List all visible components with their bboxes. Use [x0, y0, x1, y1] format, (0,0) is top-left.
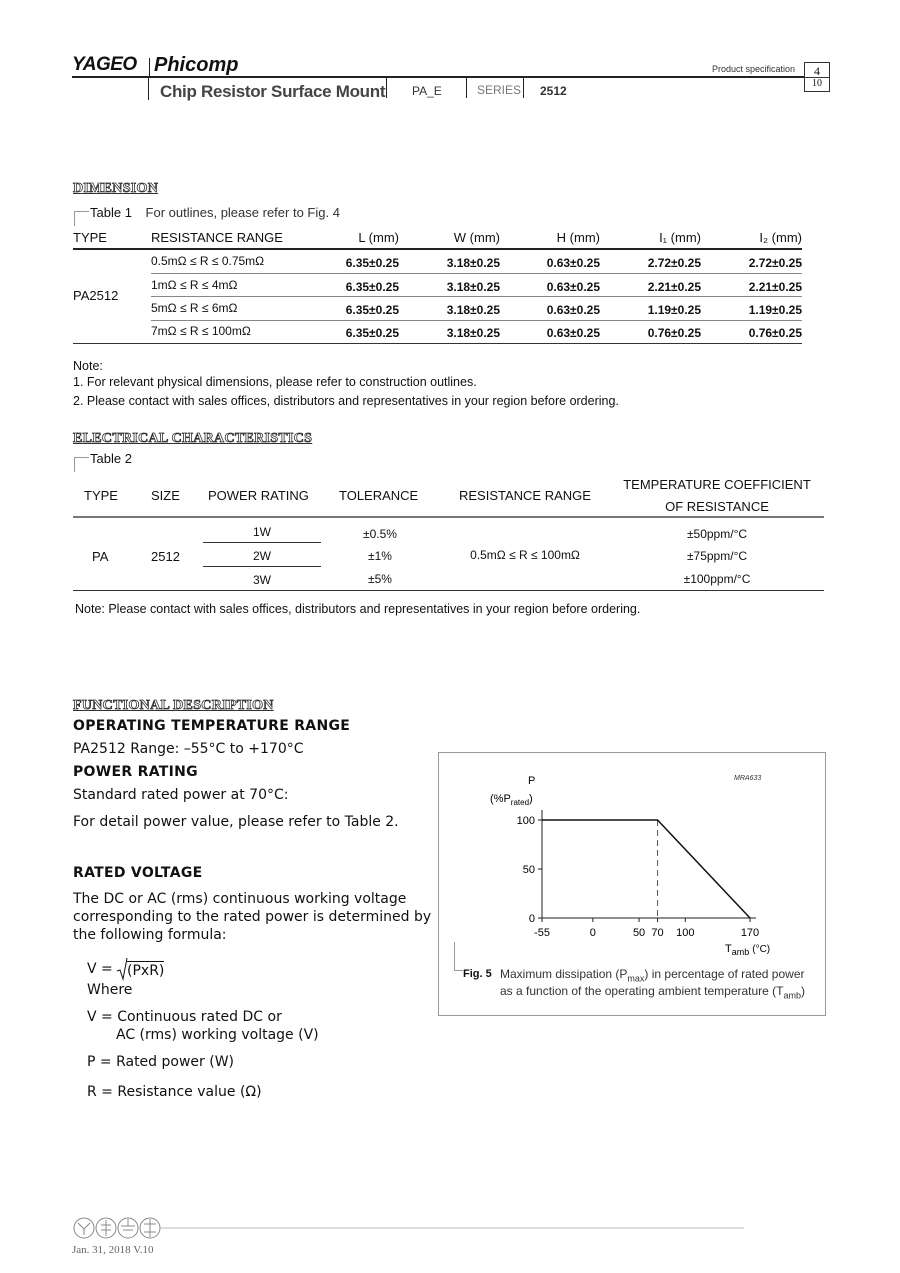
t2-size-cell: 2512 — [151, 549, 180, 564]
t1-row1-range: 0.5mΩ ≤ R ≤ 0.75mΩ — [151, 254, 265, 268]
power-text-2: For detail power value, please refer to Table 2. — [73, 814, 399, 830]
chart-ylabel: P — [528, 775, 536, 787]
t1-row1-i2: 2.72±0.25 — [748, 256, 802, 270]
table2-label: Table 2 — [90, 451, 132, 466]
t2-header-power: POWER RATING — [208, 488, 309, 503]
t2-bottom-rule — [73, 590, 824, 591]
header-divider-2 — [466, 78, 467, 98]
t1-row3-range: 5mΩ ≤ R ≤ 6mΩ — [151, 301, 238, 315]
t1-header-rule — [73, 248, 802, 250]
chart-x-tick-label: 100 — [676, 927, 695, 939]
subtitle-left-rule — [148, 78, 149, 100]
formula-radicand: (PxR) — [127, 963, 165, 979]
t2-power-1: 1W — [253, 525, 271, 539]
t1-row3-h: 0.63±0.25 — [546, 303, 600, 317]
t2-tcr-2: ±75ppm/°C — [686, 549, 748, 563]
t1-row4-i1: 0.76±0.25 — [647, 326, 701, 340]
t1-type-cell: PA2512 — [73, 288, 119, 303]
t1-row4-l: 6.35±0.25 — [345, 326, 399, 340]
footer-icon-2-glyph — [101, 1220, 111, 1236]
t1-row2-i2: 2.21±0.25 — [748, 280, 802, 294]
chart-x-tick-label: 50 — [632, 927, 646, 939]
t1-bottom-rule — [73, 343, 802, 344]
voltage-text-1: The DC or AC (rms) continuous working voltage — [73, 891, 407, 907]
t2-range-cell: 0.5mΩ ≤ R ≤ 100mΩ — [470, 548, 580, 562]
table1-label: Table 1 — [90, 205, 132, 220]
footer-icon-4-glyph — [144, 1219, 156, 1237]
fig-caption-1b: ) in percentage of rated power — [644, 967, 805, 981]
op-temp-heading: OPERATING TEMPERATURE RANGE — [73, 718, 351, 734]
t2-header-tolerance: TOLERANCE — [339, 488, 419, 503]
t1-row1-i1: 2.72±0.25 — [647, 256, 701, 270]
header-rule — [72, 76, 804, 78]
product-code: PA_E — [412, 84, 442, 98]
table1-caption — [90, 205, 340, 220]
t2-type-cell: PA — [92, 549, 109, 564]
chart-x-tick-label: -55 — [534, 927, 550, 939]
t1-row4-w: 3.18±0.25 — [446, 326, 500, 340]
voltage-text-2: corresponding to the rated power is determined by — [73, 909, 432, 925]
t1-row3-l: 6.35±0.25 — [345, 303, 399, 317]
t1-row3-w: 3.18±0.25 — [446, 303, 500, 317]
t2-power-rule — [203, 566, 321, 567]
footer-icon-3-glyph — [121, 1219, 135, 1230]
t1-header-h: H (mm) — [556, 230, 600, 245]
power-text-1: Standard rated power at 70°C: — [73, 787, 289, 803]
t2-tolerance-3: ±5% — [368, 572, 392, 586]
t2-power-rule — [203, 542, 321, 543]
electrical-title: ELECTRICAL CHARACTERISTICS — [73, 431, 313, 446]
table1-caption-text: For outlines, please refer to Fig. 4 — [145, 205, 340, 220]
functional-title: FUNCTIONAL DESCRIPTION — [73, 698, 274, 713]
fig-caption-1a: Maximum dissipation (P — [500, 967, 628, 981]
where-label: Where — [87, 982, 133, 998]
fig-label: Fig. 5 — [463, 968, 492, 980]
page-total: 10 — [805, 77, 829, 89]
footer-icons — [72, 1216, 752, 1240]
phicomp-logo: Phicomp — [154, 54, 239, 76]
header-divider-3 — [523, 78, 524, 98]
t2-tolerance-1: ±0.5% — [363, 527, 397, 541]
series-value: 2512 — [540, 84, 567, 98]
derating-chart — [440, 760, 820, 960]
voltage-heading: RATED VOLTAGE — [73, 865, 203, 881]
series-label: SERIES — [477, 83, 522, 97]
op-temp-text: PA2512 Range: –55°C to +170°C — [73, 741, 304, 757]
t1-row3-i1: 1.19±0.25 — [647, 303, 701, 317]
fig-caption-1 — [500, 967, 805, 983]
t1-row-rule — [151, 320, 802, 321]
chart-y-tick-label: 50 — [522, 864, 535, 876]
t2-header-size: SIZE — [151, 488, 180, 503]
chart-x-tick-label: 170 — [740, 927, 760, 939]
product-spec-label: Product specification — [712, 64, 796, 74]
chart-series-line — [542, 820, 750, 918]
t1-row1-l: 6.35±0.25 — [345, 256, 399, 270]
t1-note-1: 1. For relevant physical dimensions, please refer to construction outlines. — [73, 375, 477, 389]
formula-lhs: V = — [87, 961, 113, 977]
t1-note-title: Note: — [73, 359, 103, 373]
def-v-1: V = Continuous rated DC or — [87, 1009, 282, 1025]
t1-row-rule — [151, 296, 802, 297]
footer-date: Jan. 31, 2018 V.10 — [72, 1244, 154, 1256]
t1-row2-range: 1mΩ ≤ R ≤ 4mΩ — [151, 278, 238, 292]
footer-icon-1-glyph — [78, 1223, 90, 1235]
t2-header-tcr-1: TEMPERATURE COEFFICIENT — [623, 477, 811, 492]
yageo-logo: YAGEO — [72, 54, 137, 75]
t1-note-2: 2. Please contact with sales offices, distributors and representatives in your region before ordering. — [73, 394, 619, 408]
t1-row4-h: 0.63±0.25 — [546, 326, 600, 340]
t2-power-2: 2W — [253, 549, 271, 563]
t1-header-type: TYPE — [73, 230, 107, 245]
t2-header-rule — [73, 516, 824, 518]
caption-corner-mark — [74, 211, 89, 226]
table2-caption — [90, 451, 132, 466]
voltage-text-3: the following formula: — [73, 927, 227, 943]
t1-header-w: W (mm) — [453, 230, 500, 245]
t1-row2-h: 0.63±0.25 — [546, 280, 600, 294]
page-number: 4 — [814, 64, 820, 78]
chart-x-tick-label: 0 — [589, 927, 596, 939]
t2-tcr-1: ±50ppm/°C — [686, 527, 748, 541]
t1-header-i2: I₂ (mm) — [759, 230, 802, 245]
t1-row2-w: 3.18±0.25 — [446, 280, 500, 294]
t2-note: Note: Please contact with sales offices, distributors and representatives in your region before ordering. — [75, 602, 641, 616]
caption-corner-mark — [74, 457, 89, 472]
fig-caption-1-sub: max — [627, 973, 645, 984]
figure-code: MRA633 — [734, 775, 762, 782]
t1-row-rule — [151, 273, 802, 274]
header-divider-1 — [386, 78, 387, 98]
fig-caption-2 — [500, 984, 805, 1000]
t1-row3-i2: 1.19±0.25 — [748, 303, 802, 317]
document-subtitle: Chip Resistor Surface Mount — [160, 82, 386, 101]
def-v-2: AC (rms) working voltage (V) — [116, 1027, 319, 1043]
chart-x-tick-label: 70 — [651, 927, 664, 939]
t2-header-type: TYPE — [84, 488, 118, 503]
t1-row4-i2: 0.76±0.25 — [748, 326, 802, 340]
t2-header-tcr-2: OF RESISTANCE — [665, 499, 769, 514]
def-p: P = Rated power (W) — [87, 1054, 234, 1070]
fig-caption-2a: as a function of the operating ambient temperature (T — [500, 984, 784, 998]
t2-tcr-3: ±100ppm/°C — [683, 572, 751, 586]
chart-y-tick-label: 100 — [516, 815, 535, 827]
t1-header-i1: I₁ (mm) — [659, 230, 701, 245]
t1-row1-w: 3.18±0.25 — [446, 256, 500, 270]
chart-ylabel-unit: $(\%P_{rated})$ — [490, 793, 533, 807]
power-heading: POWER RATING — [73, 764, 198, 780]
t1-row2-l: 6.35±0.25 — [345, 280, 399, 294]
chart-y-tick-label: 0 — [528, 913, 535, 925]
t1-row1-h: 0.63±0.25 — [546, 256, 600, 270]
dimension-title: DIMENSION — [73, 181, 159, 196]
t2-header-range: RESISTANCE RANGE — [459, 488, 591, 503]
logo-divider — [149, 58, 150, 78]
t1-header-l: L (mm) — [358, 230, 399, 245]
def-r: R = Resistance value (Ω) — [87, 1084, 262, 1100]
page-number-box — [804, 62, 830, 92]
chart-xlabel: $T_{amb}$ (°C) — [725, 943, 771, 957]
t1-header-range: RESISTANCE RANGE — [151, 230, 283, 245]
t1-row2-i1: 2.21±0.25 — [647, 280, 701, 294]
fig-caption-2-sub: amb — [783, 990, 802, 1001]
t2-power-3: 3W — [253, 573, 271, 587]
t1-row4-range: 7mΩ ≤ R ≤ 100mΩ — [151, 324, 251, 338]
t2-tolerance-2: ±1% — [368, 549, 392, 563]
fig-caption-2b: ) — [801, 984, 806, 998]
fig-caption-mark — [454, 942, 463, 971]
